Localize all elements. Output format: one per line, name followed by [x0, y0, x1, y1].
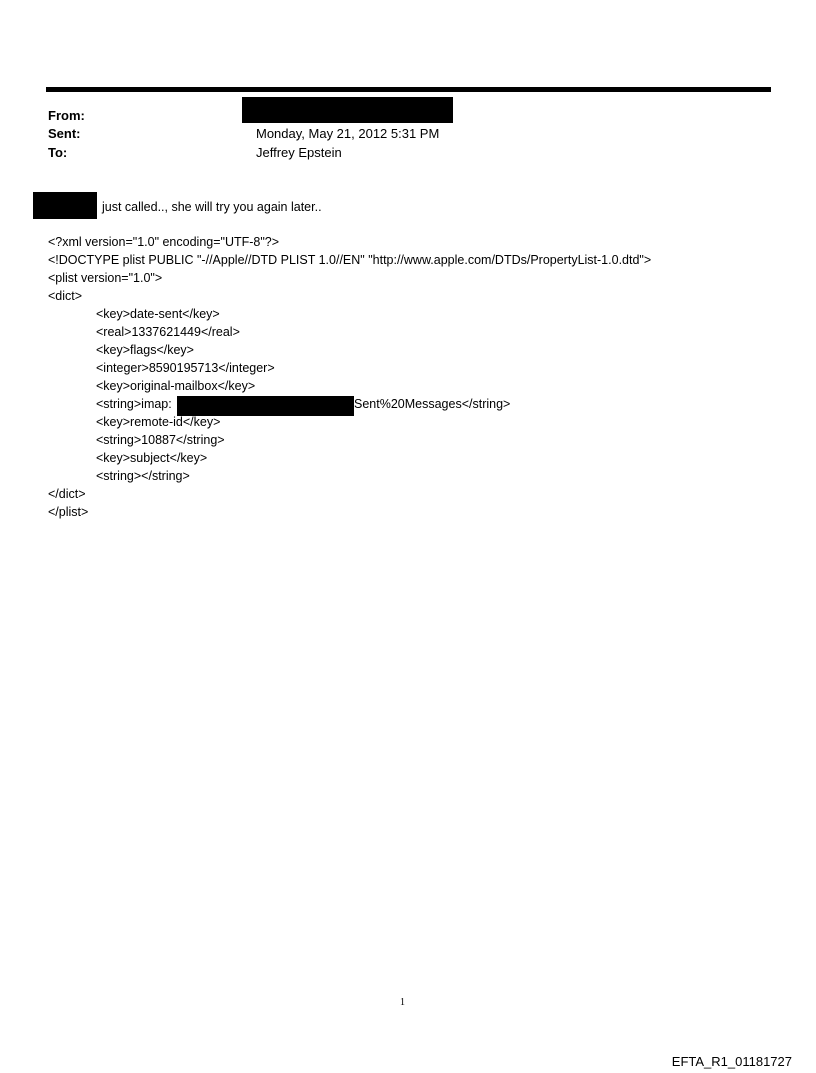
message-text: just called.., she will try you again later..: [102, 200, 322, 214]
plist-open: <plist version="1.0">: [48, 271, 163, 285]
redaction-sender-name: [33, 192, 97, 219]
plist-line: <string></string>: [96, 469, 190, 483]
dict-close: </dict>: [48, 487, 86, 501]
doctype-line: <!DOCTYPE plist PUBLIC "-//Apple//DTD PLIST 1.0//EN" "http://www.apple.com/DTDs/PropertyList-1.0.dtd">: [48, 253, 652, 267]
plist-line: <key>flags</key>: [96, 343, 194, 357]
plist-line: <integer>8590195713</integer>: [96, 361, 275, 375]
sent-value: Monday, May 21, 2012 5:31 PM: [256, 126, 440, 141]
xml-declaration: <?xml version="1.0" encoding="UTF-8"?>: [48, 235, 280, 249]
header-rule: [46, 87, 771, 92]
plist-line: <key>date-sent</key>: [96, 307, 220, 321]
plist-line: <real>1337621449</real>: [96, 325, 240, 339]
dict-open: <dict>: [48, 289, 83, 303]
sent-label: Sent:: [48, 126, 81, 141]
to-label: To:: [48, 145, 68, 160]
mailbox-prefix: <string>imap:: [96, 397, 172, 411]
plist-line: <key>original-mailbox</key>: [96, 379, 256, 393]
plist-line: <key>subject</key>: [96, 451, 208, 465]
document-id: EFTA_R1_01181727: [671, 1054, 792, 1069]
mailbox-suffix: Sent%20Messages</string>: [354, 397, 511, 411]
redaction-from: [242, 97, 453, 123]
plist-close: </plist>: [48, 505, 89, 519]
plist-line: <string>10887</string>: [96, 433, 225, 447]
plist-line: <key>remote-id</key>: [96, 415, 221, 429]
from-label: From:: [48, 108, 85, 123]
page-number: 1: [400, 997, 405, 1008]
to-value: Jeffrey Epstein: [256, 145, 342, 160]
